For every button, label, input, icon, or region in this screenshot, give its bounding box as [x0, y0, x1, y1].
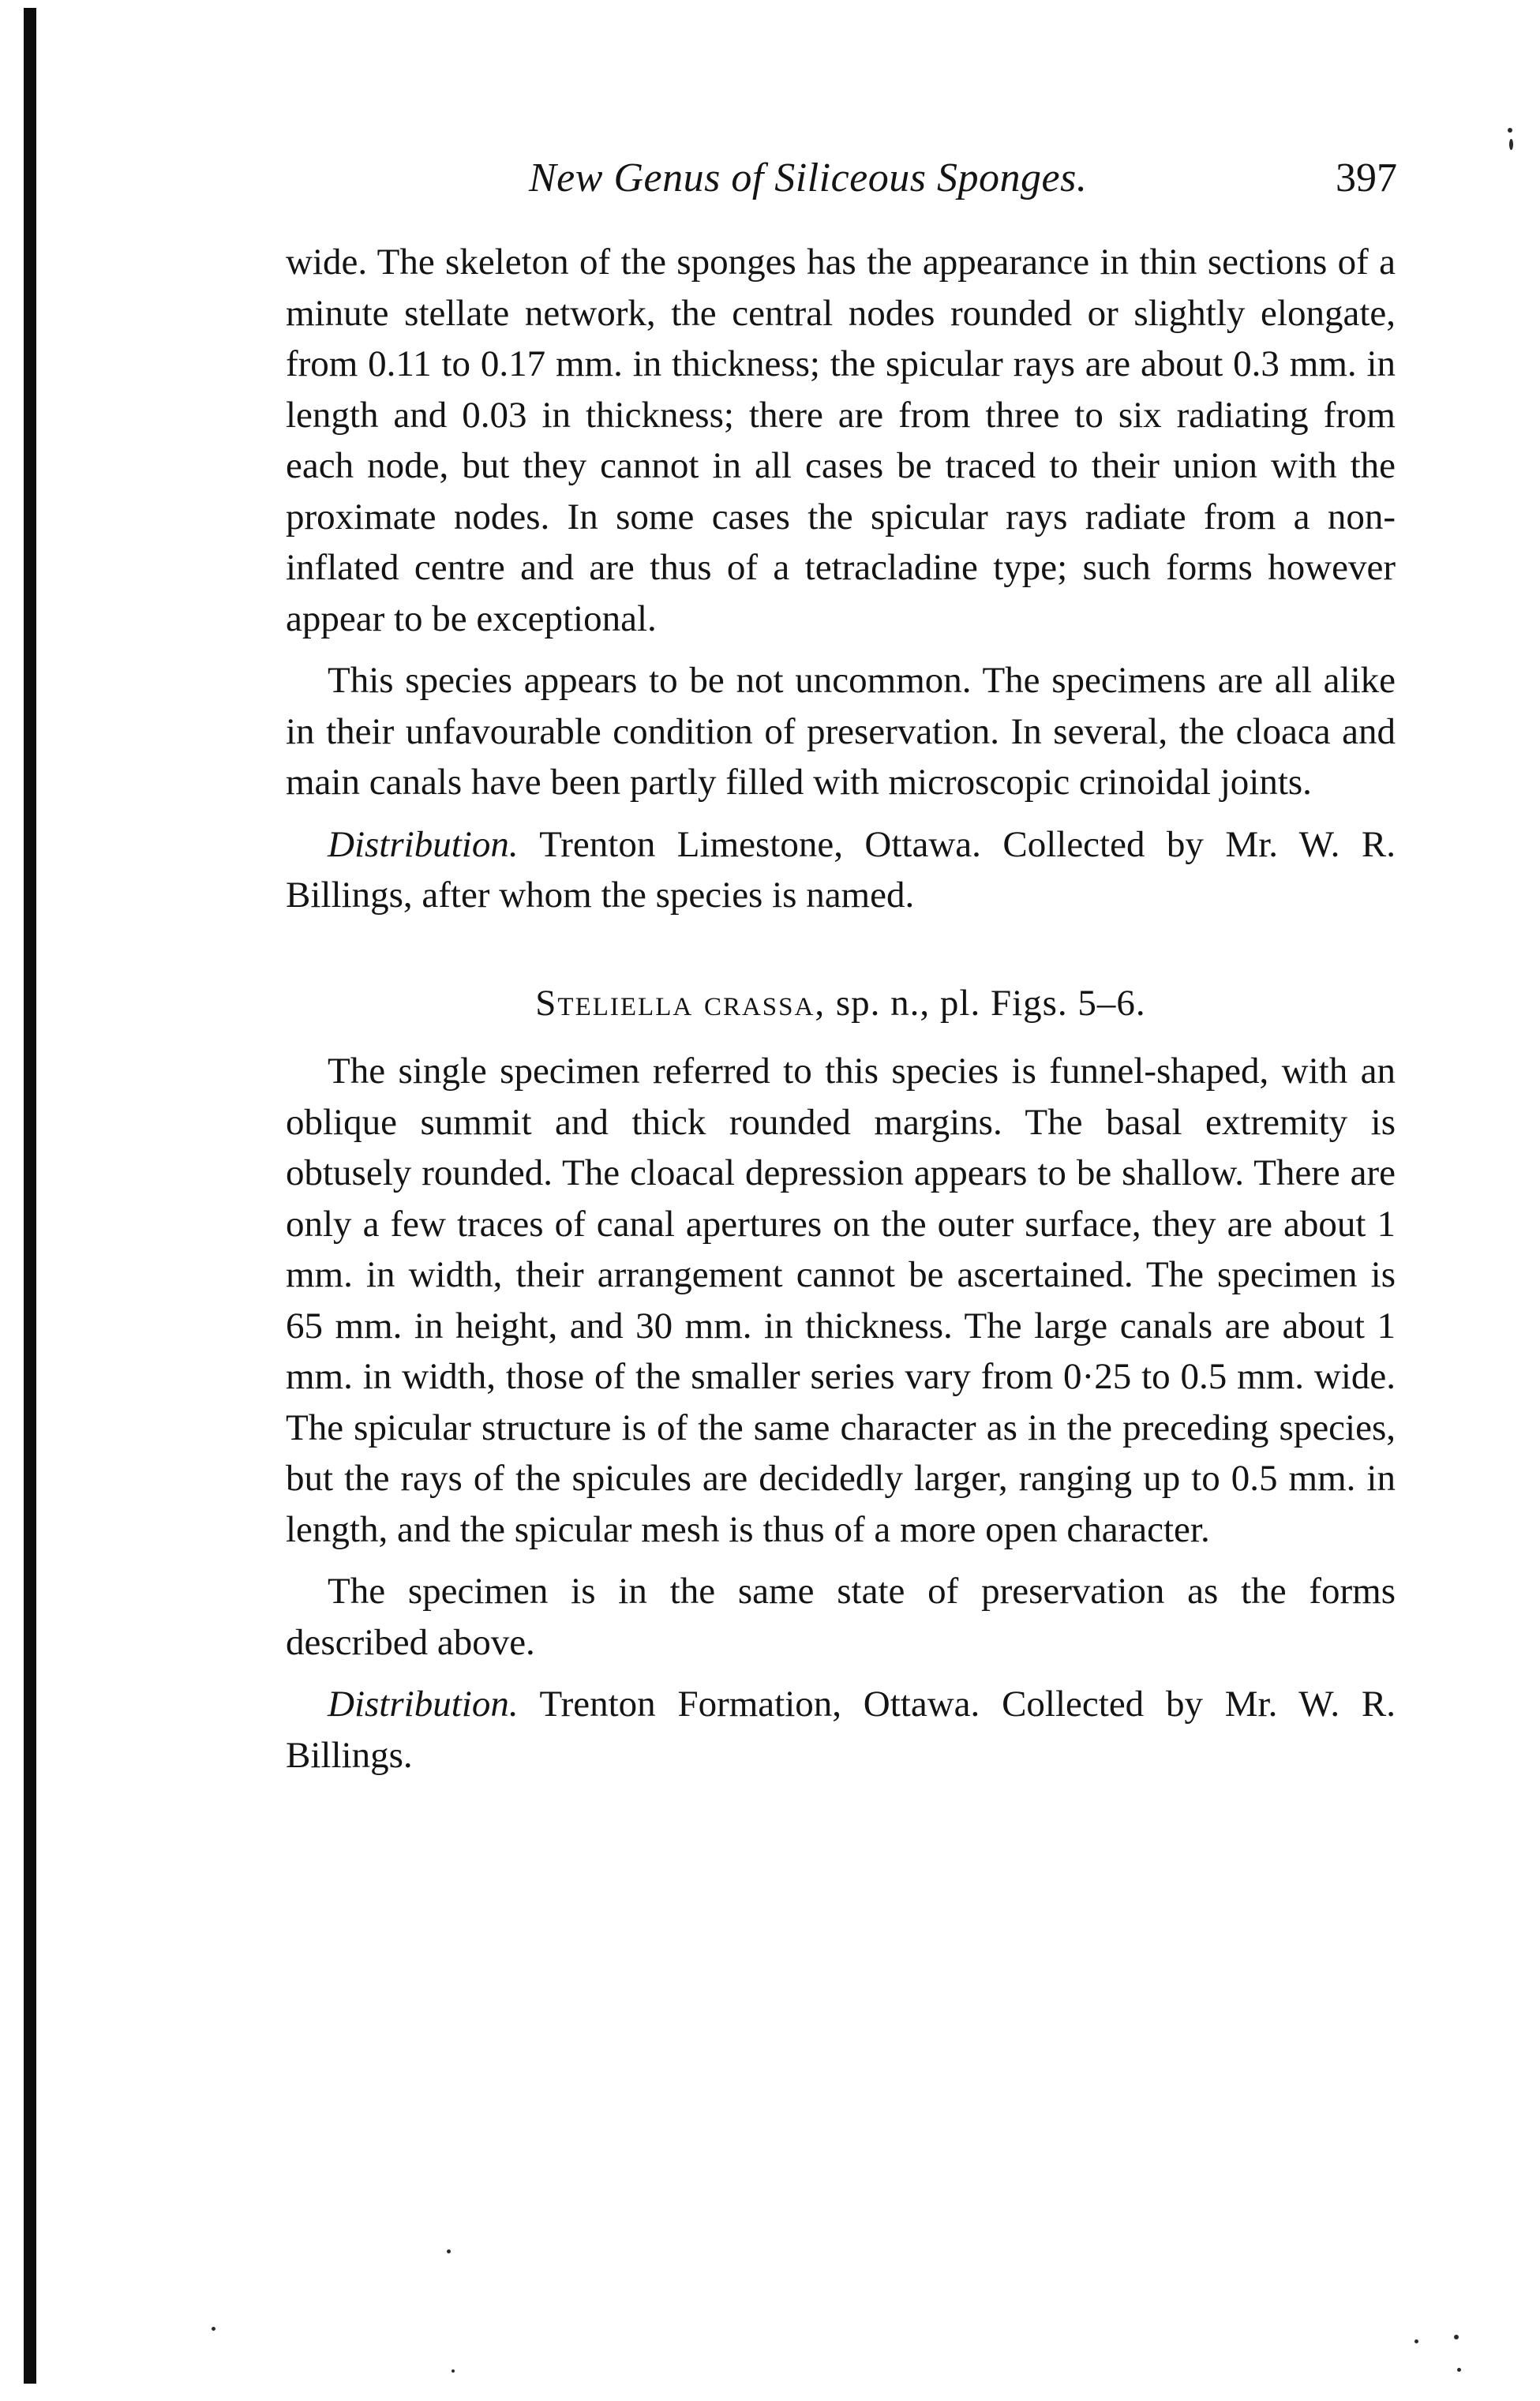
paragraph-skeleton-description: wide. The skeleton of the sponges has the appearance in thin sections of a minute stellate network, the central nodes rounded or slightly elongate, from 0.11 to 0.17 mm. in thickness; the spicular rays are about 0.3 mm. in length and 0.03 in thickness; there are from three to six radiating from each node, but they cannot in all cases be traced to their union with the proximate nodes. In some cases the spicular rays radiate from a non-inflated centre and are thus of a tetracladine type; such forms however appear to be exceptional. — [286, 242, 1396, 639]
page-number: 397 — [1336, 155, 1397, 200]
ink-speck — [212, 2327, 215, 2331]
species-name: Steliella crassa, — [535, 982, 826, 1024]
paragraph-distribution-2 — [286, 1679, 1396, 1781]
ink-speck — [1457, 2368, 1461, 2372]
running-title: New Genus of Siliceous Sponges. — [529, 155, 1088, 200]
paragraph-preservation: The specimen is in the same state of preservation as the forms described above. — [286, 1571, 1396, 1663]
ink-speck — [447, 2249, 451, 2253]
ink-speck — [1509, 139, 1513, 150]
distribution-label: Distribution. — [328, 1684, 519, 1725]
page-binding-edge — [24, 8, 36, 2384]
distribution-label: Distribution. — [328, 823, 519, 865]
page-body — [286, 237, 1396, 1781]
species-heading — [286, 978, 1396, 1029]
ink-speck — [1454, 2335, 1459, 2339]
page-header — [284, 155, 1397, 210]
species-heading-detail: sp. n., pl. Figs. 5–6. — [826, 982, 1146, 1024]
paragraph-occurrence: This species appears to be not uncommon. The specimens are all alike in their unfavourable condition of preservation. In several, the cloaca and main canals have been partly filled with microscopic crinoidal joints. — [286, 660, 1396, 803]
distribution-text: Trenton Formation, Ottawa. Collected by Mr. W. R. Billings. — [286, 1684, 1396, 1776]
ink-speck — [452, 2369, 455, 2373]
ink-speck — [1508, 128, 1512, 133]
distribution-text: Trenton Limestone, Ottawa. Collected by Mr. W. R. Billings, after whom the species is named. — [286, 823, 1396, 916]
ink-speck — [1414, 2339, 1418, 2343]
paragraph-distribution-1 — [286, 819, 1396, 921]
paragraph-specimen-description: The single specimen referred to this species is funnel-shaped, with an oblique summit and thick rounded margins. The basal extremity is obtusely rounded. The cloacal depression appears to be shallow. There are only a few traces of canal apertures on the outer surface, they are about 1 mm. in width, their arrangement cannot be ascertained. The specimen is 65 mm. in height, and 30 mm. in thickness. The large canals are about 1 mm. in width, those of the smaller series vary from 0·25 to 0.5 mm. wide. The spicular structure is of the same character as in the preceding species, but the rays of the spicules are decidedly larger, ranging up to 0.5 mm. in length, and the spicular mesh is thus of a more open character. — [286, 1051, 1396, 1550]
